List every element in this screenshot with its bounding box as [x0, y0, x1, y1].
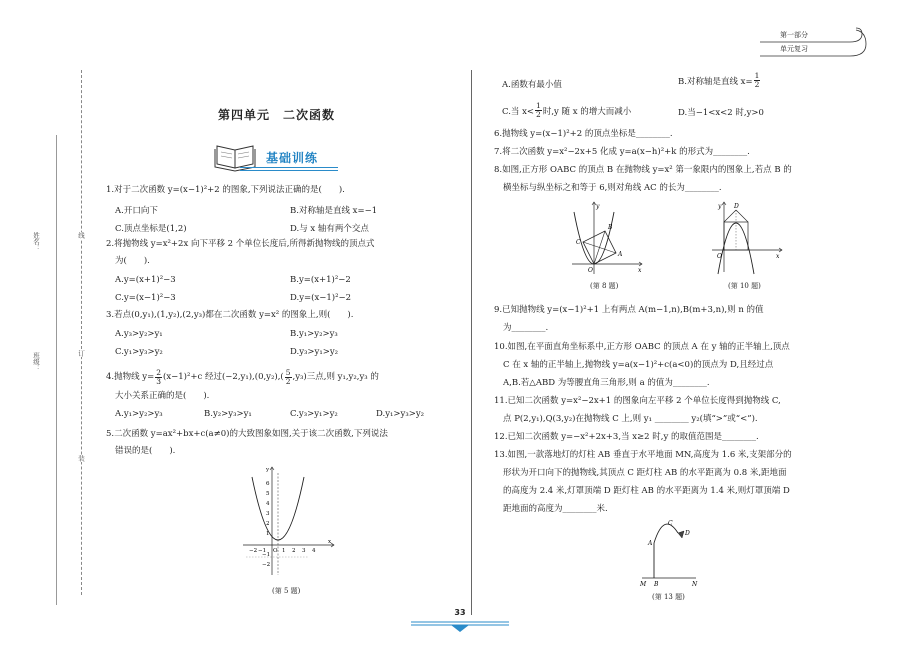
question-10-line2: C 在 x 轴的正半轴上,抛物线 y=a(x−1)²+c(a<0)的顶点为 D,且经过点	[503, 360, 774, 370]
q2-option-c: C.y=(x−1)²−3	[115, 293, 176, 303]
fig5-x-label: x	[328, 539, 332, 545]
q5-option-b-text: B.对称轴是直线 x=	[678, 76, 753, 87]
banner-underline	[240, 167, 338, 171]
q4-text-a: 4.抛物线 y=	[106, 371, 155, 382]
q4-option-c: C.y₃>y₁>y₂	[290, 409, 338, 419]
question-7: 7.将二次函数 y=x²−2x+5 化成 y=a(x−h)²+k 的形式为________.	[494, 147, 750, 157]
q5-option-b	[678, 72, 760, 89]
fig10-origin-label: O	[717, 253, 722, 260]
fig5-tick-x-1: 1	[282, 548, 286, 554]
unit-title: 第四单元 二次函数	[218, 108, 336, 122]
question-11-line1: 11.已知二次函数 y=x²−2x+1 的图象向左平移 2 个单位长度得到抛物线 C,	[494, 396, 781, 406]
fig13-point-m-label: M	[640, 581, 647, 587]
q2-option-a: A.y=(x+1)²−3	[115, 275, 176, 285]
fig8-x-label: x	[638, 267, 642, 274]
q4-option-a: A.y₁>y₂>y₃	[115, 409, 163, 419]
binding-label-xian: 线	[77, 232, 85, 239]
fig10-x-label: x	[776, 253, 780, 260]
fig5-tick-x-3: 3	[302, 548, 306, 554]
section-banner: 基础训练	[266, 151, 319, 165]
fig5-tick-y-6: 6	[266, 481, 270, 487]
q4-fraction-2	[285, 369, 292, 386]
class-label: 班级：	[32, 352, 40, 372]
fig10-point-d-label: D	[734, 203, 739, 210]
q4-option-b: B.y₂>y₃>y₁	[204, 409, 252, 419]
fig13-point-d-label: D	[685, 530, 690, 537]
fig5-tick-y-1: 1	[266, 531, 270, 537]
figure-8-caption: (第 8 题)	[590, 282, 619, 290]
binding-label-ding: 订	[77, 350, 85, 357]
q4-fraction2-num: 5	[285, 367, 291, 377]
q5-option-c-text-b: 时,y 随 x 的增大而减小	[542, 106, 632, 117]
fig13-point-n-label: N	[692, 581, 698, 587]
q5-option-c-fraction	[535, 102, 542, 119]
q3-option-c: C.y₁>y₃>y₂	[115, 347, 163, 357]
question-10-line3: A,B.若△ABD 为等腰直角三角形,则 a 的值为________.	[503, 378, 710, 388]
q5-option-d: D.当−1<x<2 时,y>0	[678, 108, 764, 118]
q4-option-d: D.y₁>y₃>y₂	[376, 409, 425, 419]
question-3: 3.若点(0,y₁),(1,y₂),(2,y₃)都在二次函数 y=x² 的图象上,则( ).	[106, 310, 354, 320]
binding-solid-line	[56, 135, 57, 605]
question-9-line1: 9.已知抛物线 y=(x−1)²+1 上有两点 A(m−1,n),B(m+3,n),则 n 的值	[494, 305, 764, 315]
q2-option-b: B.y=(x+1)²−2	[290, 275, 351, 285]
question-11-line2: 点 P(2,y₁),Q(3,y₂)在抛物线 C 上,则 y₁ ________ y₂(填“>”或“<”).	[503, 414, 758, 424]
fig10-y-label: y	[718, 203, 722, 210]
fig5-origin-label: O	[273, 548, 278, 554]
fig5-y-label: y	[266, 467, 270, 473]
fig5-tick-y-2: 2	[266, 521, 270, 527]
question-1: 1.对于二次函数 y=(x−1)²+2 的图象,下列说法正确的是( ).	[106, 185, 345, 195]
q4-text-b: (x−1)²+c 经过(−2,y₁),(0,y₂),(	[163, 371, 284, 382]
q1-option-c: C.顶点坐标是(1,2)	[115, 224, 187, 234]
fig5-tick-x-2: 2	[292, 548, 296, 554]
question-6: 6.抛物线 y=(x−1)²+2 的顶点坐标是________.	[494, 129, 673, 139]
fig8-y-label: y	[596, 203, 600, 210]
fig5-tick-y-3: 3	[266, 511, 270, 517]
q4-fraction-den: 3	[156, 376, 162, 386]
q4-fraction	[155, 369, 162, 386]
fig8-point-a-label: A	[618, 251, 623, 258]
q3-option-b: B.y₁>y₂>y₃	[290, 329, 338, 339]
figure-13-lamp	[634, 515, 714, 587]
fig13-point-b-label: B	[654, 581, 659, 587]
fig13-point-c-label: C	[668, 520, 673, 527]
fig13-point-a-label: A	[648, 540, 653, 547]
name-label: 姓名：	[32, 232, 40, 252]
q5-option-c	[502, 102, 631, 119]
question-10-line1: 10.如图,在平面直角坐标系中,正方形 OABC 的顶点 A 在 y 轴的正半轴上,顶点	[494, 342, 790, 352]
q3-option-d: D.y₃>y₁>y₂	[290, 347, 339, 357]
fig5-tick-y-neg1: −1	[262, 552, 271, 558]
fig8-point-b-label: B	[608, 224, 613, 231]
fig5-tick-x-neg1: −1	[258, 548, 267, 554]
fig5-tick-y-4: 4	[266, 501, 270, 507]
fig5-tick-y-5: 5	[266, 491, 270, 497]
question-2-line2: 为( ).	[115, 256, 150, 266]
q2-option-d: D.y=(x−1)²−2	[290, 293, 352, 303]
q4-text-c: ,y₃)三点,则 y₁,y₂,y₃ 的	[292, 371, 379, 382]
figure-10-graph	[708, 198, 788, 278]
figure-5-graph	[238, 463, 338, 583]
header-part-label: 第一部分	[780, 31, 808, 39]
question-13-line3: 的高度为 2.4 米,灯罩顶端 D 距灯柱 AB 的水平距离为 1.4 米,则灯罩顶端 D	[503, 486, 790, 496]
q5b-fraction-den: 2	[754, 80, 760, 89]
header-decoration	[760, 26, 870, 60]
q5b-fraction-num: 1	[754, 71, 760, 80]
binding-dashed-line	[81, 70, 82, 595]
figure-13-caption: (第 13 题)	[652, 593, 685, 601]
figure-10-caption: (第 10 题)	[728, 282, 761, 290]
q5c-fraction-num: 1	[536, 101, 541, 110]
question-13-line4: 距地面的高度为________米.	[503, 504, 608, 514]
q5c-fraction-den: 2	[536, 110, 541, 119]
q1-option-d: D.与 x 轴有两个交点	[290, 224, 369, 234]
q5-option-a: A.函数有最小值	[502, 80, 562, 90]
fig5-tick-y-neg2: −2	[262, 562, 271, 568]
q5-option-b-fraction	[754, 72, 761, 89]
figure-5-caption: (第 5 题)	[272, 587, 301, 595]
question-12: 12.已知二次函数 y=−x²+2x+3,当 x≥2 时,y 的取值范围是________.	[494, 432, 759, 442]
q1-option-a: A.开口向下	[115, 206, 158, 216]
question-4-line1	[106, 366, 379, 388]
q5-option-c-text-a: C.当 x<	[502, 106, 535, 117]
fig5-tick-x-4: 4	[312, 548, 316, 554]
question-8-line2: 横坐标与纵坐标之和等于 6,则对角线 AC 的长为________.	[503, 183, 722, 193]
fig8-origin-label: O	[588, 267, 593, 274]
q4-fraction2-den: 2	[285, 376, 291, 386]
q3-option-a: A.y₃>y₂>y₁	[115, 329, 163, 339]
question-13-line2: 形状为开口向下的抛物线,其顶点 C 距灯柱 AB 的水平距离为 0.8 米,距地面	[503, 468, 787, 478]
q1-option-b: B.对称轴是直线 x=−1	[290, 206, 378, 216]
question-5-line2: 错误的是( ).	[115, 446, 176, 456]
q4-fraction-num: 2	[156, 367, 162, 377]
question-8-line1: 8.如图,正方形 OABC 的顶点 B 在抛物线 y=x² 第一象限内的图象上,若点 B 的	[494, 165, 792, 175]
page-number: 33	[454, 608, 466, 617]
question-4-line2: 大小关系正确的是( ).	[115, 391, 210, 401]
fig5-tick-x-neg2: −2	[249, 548, 258, 554]
question-2-line1: 2.将抛物线 y=x²+2x 向下平移 2 个单位长度后,所得新抛物线的顶点式	[106, 239, 375, 249]
question-9-line2: 为________.	[503, 323, 549, 333]
binding-label-zhuang: 装	[77, 455, 85, 462]
question-13-line1: 13.如图,一款落地灯的灯柱 AB 垂直于水平地面 MN,高度为 1.6 米,支架部分的	[494, 450, 792, 460]
question-5-line1: 5.二次函数 y=ax²+bx+c(a≠0)的大致图象如图,关于该二次函数,下列说法	[106, 429, 388, 439]
fig8-point-c-label: C	[576, 239, 581, 246]
figure-8-graph	[568, 198, 648, 278]
column-divider	[471, 70, 472, 615]
header-section-label: 单元复习	[780, 45, 808, 53]
